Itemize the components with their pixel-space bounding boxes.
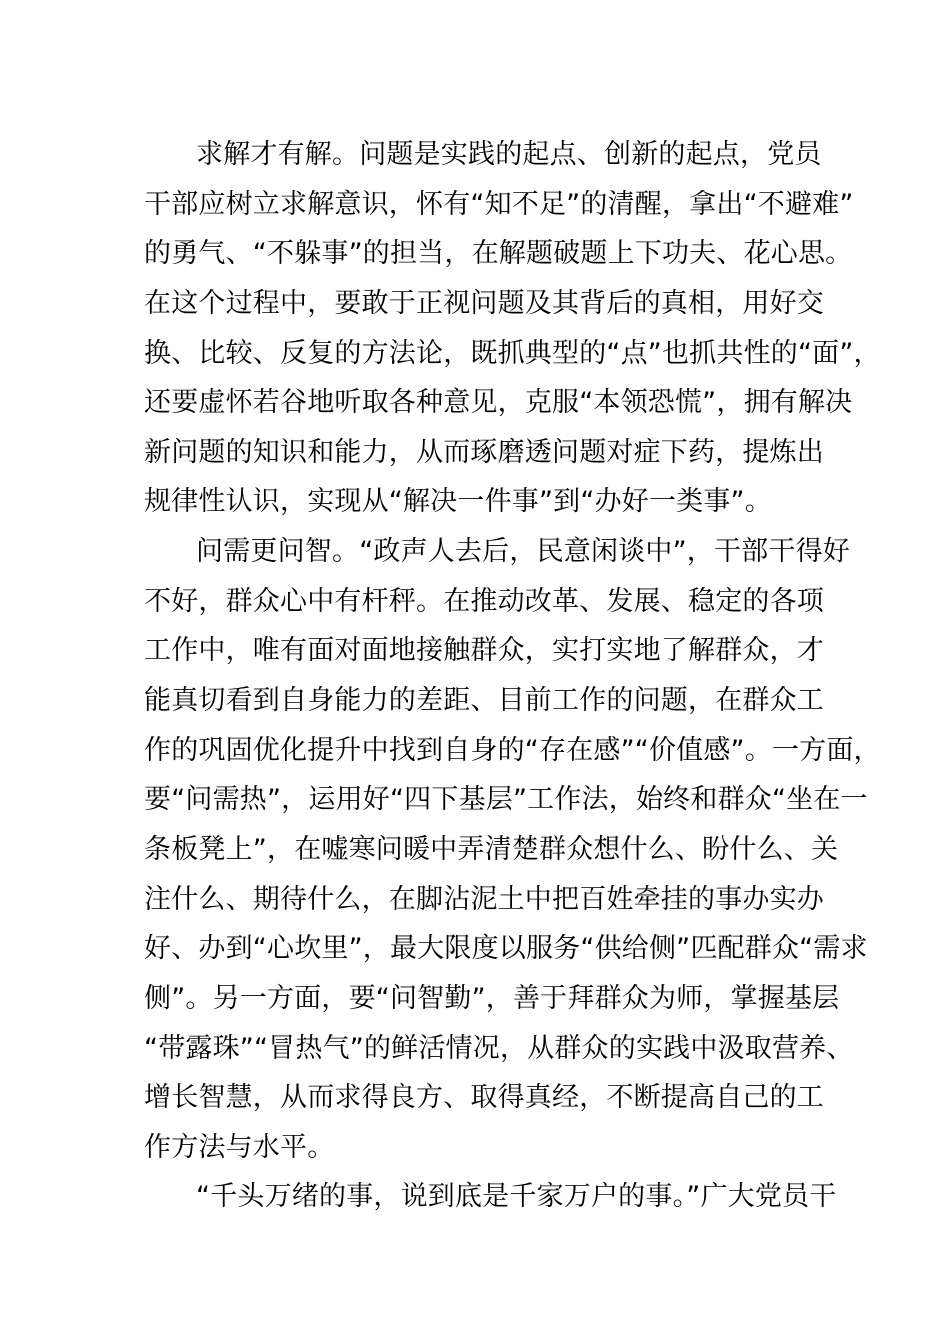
document-body <box>144 130 881 1222</box>
text-line: 作方法与水平。 <box>144 1131 335 1163</box>
text-line: 要“问需热”，运用好“四下基层”工作法，始终和群众“坐在一 <box>144 784 868 816</box>
text-line: 增长智慧，从而求得良方、取得真经，不断提高自己的工 <box>144 1082 824 1114</box>
text-line: 侧”。另一方面，要“问智勤”，善于拜群众为师，掌握基层 <box>144 982 840 1014</box>
text-line: 注什么、期待什么，在脚沾泥土中把百姓牵挂的事办实办 <box>144 883 824 915</box>
paragraph-1 <box>144 130 881 527</box>
paragraph-2 <box>144 527 881 1172</box>
paragraph-3 <box>144 1172 837 1222</box>
text-line: 换、比较、反复的方法论，既抓典型的“点”也抓共性的“面”， <box>144 337 881 369</box>
text-line: 规律性认识，实现从“解决一件事”到“办好一类事”。 <box>144 486 772 518</box>
text-line: 的勇气、“不躲事”的担当，在解题破题上下功夫、花心思。 <box>144 238 853 270</box>
text-line: 作的巩固优化提升中找到自身的“存在感”“价值感”。一方面， <box>144 734 881 766</box>
text-line: 条板凳上”，在嘘寒问暖中弄清楚群众想什么、盼什么、关 <box>144 833 839 865</box>
text-line: 还要虚怀若谷地听取各种意见，克服“本领恐慌”，拥有解决 <box>144 387 853 419</box>
text-line: 能真切看到自身能力的差距、目前工作的问题，在群众工 <box>144 685 824 717</box>
text-line: “带露珠”“冒热气”的鲜活情况，从群众的实践中汲取营养、 <box>144 1032 854 1064</box>
text-line: 新问题的知识和能力，从而琢磨透问题对症下药，提炼出 <box>144 436 824 468</box>
text-line: 干部应树立求解意识，怀有“知不足”的清醒，拿出“不避难” <box>144 188 854 220</box>
text-line: 工作中，唯有面对面地接触群众，实打实地了解群众，才 <box>144 635 824 667</box>
text-line: 问需更问智。“政声人去后，民意闲谈中”，干部干得好 <box>196 536 850 568</box>
text-line: “千头万绪的事，说到底是千家万户的事。”广大党员干 <box>196 1181 837 1213</box>
text-line: 不好，群众心中有杆秤。在推动改革、发展、稳定的各项 <box>144 585 824 617</box>
text-line: 好、办到“心坎里”，最大限度以服务“供给侧”匹配群众“需求 <box>144 933 868 965</box>
text-line: 求解才有解。问题是实践的起点、创新的起点，党员 <box>196 139 822 170</box>
text-line: 在这个过程中，要敢于正视问题及其背后的真相，用好交 <box>144 287 824 319</box>
